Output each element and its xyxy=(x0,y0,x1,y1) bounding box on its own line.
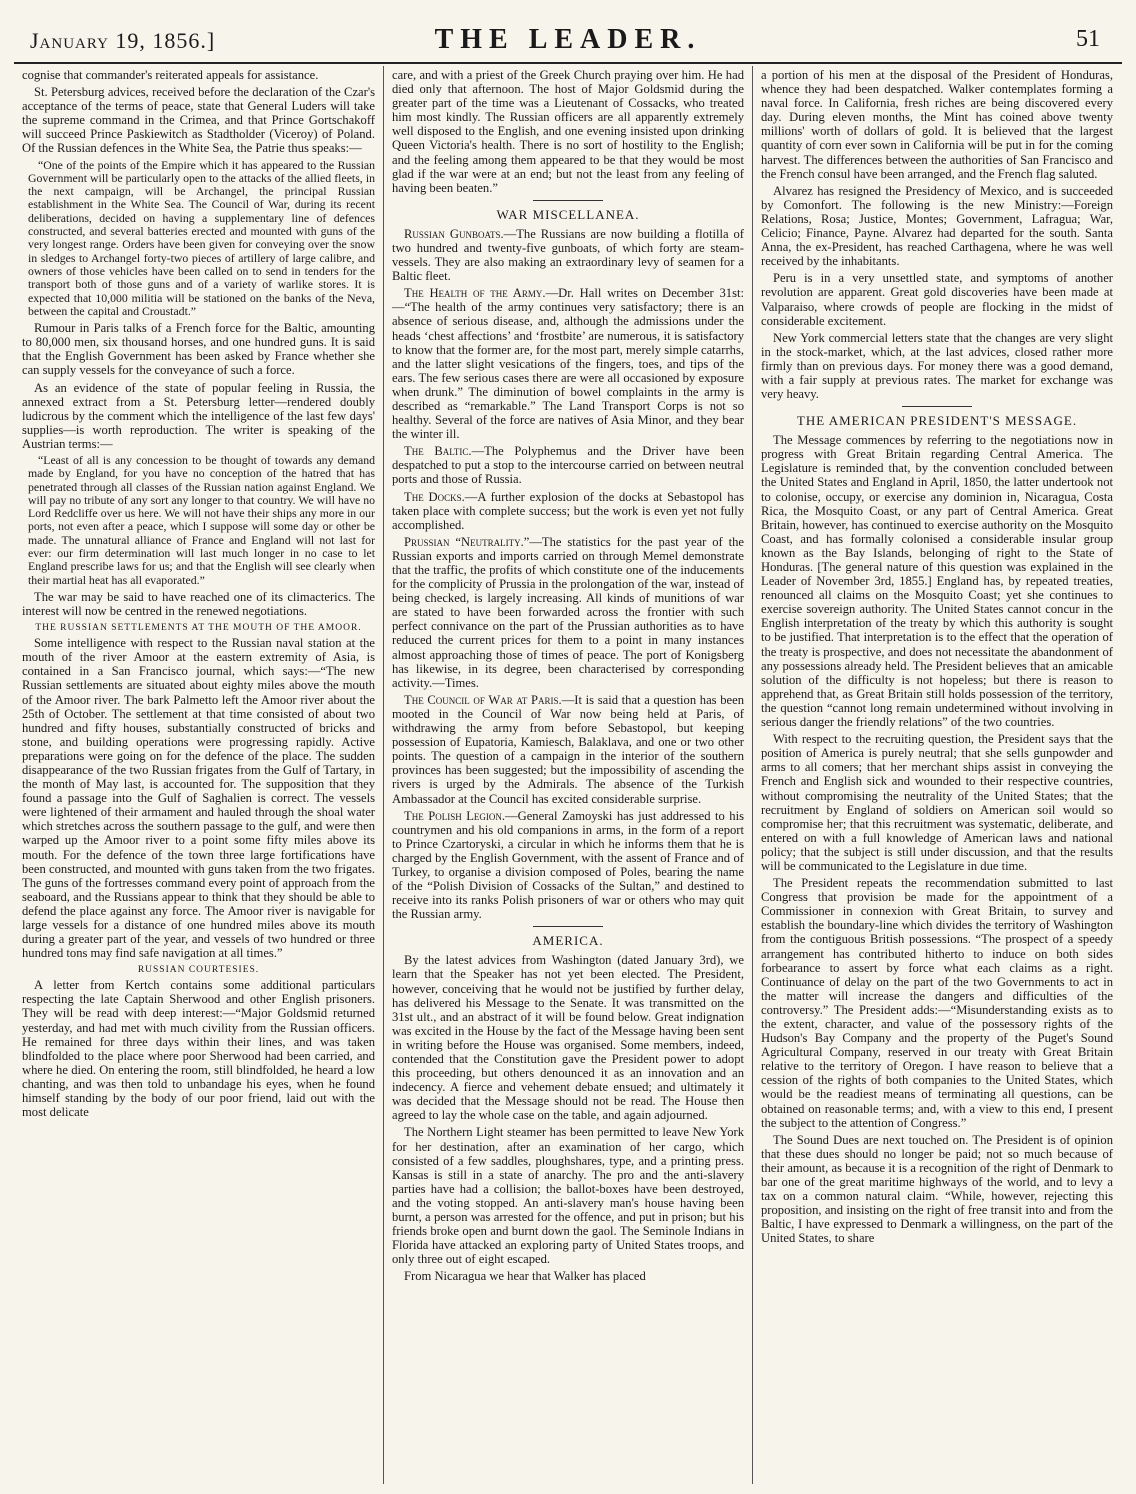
quoted-passage: “One of the points of the Empire which it has appeared to the Russian Government will be particularly open to the attacks of the allied fleets, in the next campaign, will be Archangel, the principal Russian establishment in the White Sea. The Council of War, during its recent deliberations, decided on having a supplementary line of defences constructed, and several batteries erected and mounted with guns of the very longest range. Orders have been given for conveying over the snow in sledges to Archangel forty-two pieces of artillery of large calibre, and owners of those vehicles have been called on to send in tenders for the transport both of those guns and of a variety of warlike stores. It is expected that 10,000 militia will be stationed on the banks of the Neva, between the capital and Croustadt.” xyxy=(28,157,375,318)
issue-date: January 19, 1856.] xyxy=(30,28,216,53)
column-2 xyxy=(383,66,752,1484)
paragraph: The Docks.—A further explosion of the docks at Sebastopol has taken place with complete success; but the work is even yet not fully accomplished. xyxy=(392,489,744,532)
section-heading-amoor: THE RUSSIAN SETTLEMENTS AT THE MOUTH OF THE AMOOR. xyxy=(35,623,362,634)
masthead xyxy=(14,22,1122,64)
section-heading-war-miscellanea: WAR MISCELLANEA. xyxy=(496,206,640,222)
paragraph: The Message commences by referring to the negotiations now in progress with Great Britain regarding Central America. The Legislature is reminded that, by the convention concluded between the United States and England in April, 1850, the latter undertook not to colonise, occupy, or exercise any dominion in, Nicaragua, Costa Rica, the Mosquito Coast, or any part of Central America. Great Britain, however, has continued to exercise authority on the Mosquito Coast, and has formally colonised a considerable insular group known as the Bay Islands, belonging of right to the State of Honduras. [The general nature of this question was explained in the Leader of November 3rd, 1855.] England has, by repeated treaties, renounced all claims on the Mosquito Coast; yet she continues to exercise sovereign authority. The United States cannot concur in the English interpretation of the treaty by which this authority is sought to be justified. That interpretation is to the effect that the operation of the treaty is prospective, and does not necessitate the abandonment of any possessions already held. The President believes that an amicable solution of the difficulty is not hopeless; but there is reason to apprehend that, as Great Britain still holds possession of the territory, the question “cannot long remain undetermined without involving in serious danger the friendly relations” of the two countries. xyxy=(761,433,1113,730)
run-in-head: The Baltic. xyxy=(404,444,472,459)
paragraph: a portion of his men at the disposal of the President of Honduras, whence they had been despatched. Walker contemplates forming a naval force. In California, fresh riches are being discovered every day. During eleven months, the Mint has coined above twenty millions' worth of dollars of gold. It is believed that the largest quantity of corn ever sown in California will be put in for the coming harvest. The differences between the authorities of San Francisco and the French consul have been arranged, and the French flag saluted. xyxy=(761,68,1113,181)
paragraph: A letter from Kertch contains some additional particulars respecting the late Captain Sherwood and other English prisoners. They will be read with deep interest:—“Major Goldsmid returned yesterday, and had met with much civility from the Russian officers. He remained for three days within their lines, and was taken blindfolded to the place where poor Sherwood had been carried, and where he died. On entering the room, still blindfolded, he heard a low chanting, and was then told to unbandage his eyes, when he found himself standing by the body of our poor friend, laid out with the most delicate xyxy=(22,978,375,1120)
run-in-head: Prussian “Neutrality.” xyxy=(404,534,530,549)
paragraph: cognise that commander's reiterated appeals for assistance. xyxy=(22,68,319,82)
paragraph: The Sound Dues are next touched on. The President is of opinion that these dues should no longer be paid; not so much because of their amount, as because it is a recognition of the right of Denmark to bar one of the great maritime highways of the world, and to levy a tax on a common natural claim. “While, however, rejecting this proposition, and insisting on the right of free transit into and from the Baltic, I have expressed to Denmark a willingness, on the part of the United States, to share xyxy=(761,1132,1113,1246)
paragraph: The war may be said to have reached one of its climacterics. The interest will now be centred in the renewed negotiations. xyxy=(22,589,375,619)
paragraph: Some intelligence with respect to the Russian naval station at the mouth of the river Amoor at the eastern extremity of Asia, is contained in a San Francisco journal, which says:—“The new Russian settlements are situated about eighty miles above the mouth of the Amoor river. The bark Palmetto left the Amoor river about the 25th of October. The settlement at that time consisted of about two hundred and fifty houses, substantially constructed of bricks and stone, and building operations were progressing rapidly. Active preparations were going on for the defence of the place. The sudden disappearance of the two Russian frigates from the Gulf of Tartary, in the month of May last, is accounted for. The supposition that they found a passage into the Gulf of Saghalien is correct. The vessels were lightened of their armament and hauled through the shoal water which stretches across the southern passage to the gulf, and were then warped up the Amoor river to a point some fifty miles above its mouth. For the defence of the town three large fortifications have been constructed, and mounted with guns taken from the two frigates. The guns of the fortresses command every point of approach from the seaboard, and the Russians appear to think that they should be able to defend the place against any force. The Amoor river is navigable for large vessels for a distance of one hundred miles above its mouth during a greater part of the year, and vessels of two hundred or three hundred tons may find safe navigation at all times.” xyxy=(22,636,375,961)
page-number: 51 xyxy=(1076,26,1100,52)
paragraph: The Polish Legion.—General Zamoyski has just addressed to his countrymen and his old companions in arms, in the form of a report to Prince Czartoryski, a circular in which he informs them that he is charged by the English Government, with the assent of France and of Turkey, to organise a division composed of Poles, bearing the name of the “Polish Division of Cossacks of the Sultan,” and destined to receive into its ranks Polish prisoners of war or others who may quit the Russian army. xyxy=(392,808,744,922)
paragraph: With respect to the recruiting question, the President says that the position of America is purely neutral; that she sells gunpowder and arms to all comers; that her merchant ships assist in conveying the French and English sick and wounded to their respective countries, without compromising the neutrality of the United States; that the recruitment by England of soldiers on American soil would so compromise her; that this recruitment was systematic, deliberate, and entered on with a full knowledge of American laws and national policy; that the subject is still under discussion, and that the results will be communicated to the Legislature in due time. xyxy=(761,732,1113,873)
divider xyxy=(902,406,972,407)
column-1 xyxy=(14,66,383,1484)
run-in-head: Russian Gunboats. xyxy=(404,226,504,241)
paragraph: care, and with a priest of the Greek Church praying over him. He had died only that afternoon. The host of Major Goldsmid during the greater part of the time was a Lieutenant of Cossacks, who treated him most kindly. The Russian officers are all apparently extremely well disposed to the English, and one evening insisted upon drinking Queen Victoria's health. There is no sort of hostility to the English; and the feeling among them appeared to be that they would be most glad if the war were at an end; but not the least from any feeling of having been beaten.” xyxy=(392,68,744,195)
run-in-head: The Council of War at Paris. xyxy=(404,692,562,707)
paragraph: As an evidence of the state of popular feeling in Russia, the annexed extract from a St. Petersburg letter—rendered doubly ludicrous by the comment which the intelligence of the last few days' supplies—is worth reproduction. The writer is speaking of the Austrian terms:— xyxy=(22,380,375,451)
section-heading-courtesies: RUSSIAN COURTESIES. xyxy=(137,965,260,976)
paragraph: New York commercial letters state that the changes are very slight in the stock-market, which, at the last advices, closed rather more firmly than on previous days. For money there was a good demand, with a fair supply at previous rates. The market for exchange was very heavy. xyxy=(761,330,1113,402)
paragraph: The Baltic.—The Polyphemus and the Driver have been despatched to put a stop to the intercourse carried on between neutral ports and those of Russia. xyxy=(392,444,744,487)
paragraph: Alvarez has resigned the Presidency of Mexico, and is succeeded by Comonfort. The following is the new Ministry:—Foreign Relations, Rosa; Justice, Montes; Government, Lafragua; War, Celicio; Finance, Payne. Alvarez had departed for the south. Santa Anna, the ex-President, has reached Carthagena, where he was well received by the inhabitants. xyxy=(761,183,1113,269)
paragraph: The Council of War at Paris.—It is said that a question has been mooted in the Council of War now being held at Paris, of withdrawing the army from before Sebastopol, but keeping possession of Eupatoria, Kamiesch, Balaklava, and one or two other points. The question of a campaign in the interior of the southern provinces has been suggested; but the impossibility of ascending the rivers is urged by the Admirals. The absence of the Turkish Ambassador at the Council has excited considerable surprise. xyxy=(392,692,744,806)
run-in-head: The Docks. xyxy=(404,489,465,504)
paragraph: Russian Gunboats.—The Russians are now building a flotilla of two hundred and twenty-five gunboats, of which forty are steam-vessels. They are also making an extraordinary levy of seamen for a Baltic fleet. xyxy=(392,226,744,284)
paragraph: St. Petersburg advices, received before the declaration of the Czar's acceptance of the terms of peace, state that General Luders will take the supreme command in the Crimea, and that Prince Gortschakoff will succeed Prince Paskiewitch as Stadtholder (Viceroy) of Poland. Of the Russian defences in the White Sea, the Patrie thus speaks:— xyxy=(22,85,375,156)
run-in-head: The Polish Legion. xyxy=(404,808,506,823)
paragraph: The President repeats the recommendation submitted to last Congress that provision be made for the appointment of a Commissioner in connexion with Great Britain, to survey and establish the boundary-line which divides the territory of Washington from the contiguous British possessions. “The prospect of a speedy arrangement has contributed hitherto to induce on both sides forbearance to assert by force what each claims as a right. Continuance of delay on the part of the two Governments to act in the matter will increase the dangers and difficulties of the controversy.” The President adds:—“Misunderstanding exists as to the extent, character, and value of the possessory rights of the Hudson's Bay Company and the property of the Puget's Sound Agricultural Company, reserved in our treaty with Great Britain relative to the territory of Oregon. I have reason to believe that a cession of the rights of both companies to the United States, which would be the readiest means of terminating all questions, can be obtained on reasonable terms; and, with a view to this end, I present the subject to the attention of Congress.” xyxy=(761,876,1113,1130)
run-in-head: The Health of the Army. xyxy=(404,286,546,301)
divider xyxy=(533,926,603,927)
article-columns xyxy=(14,66,1122,1484)
paragraph: Prussian “Neutrality.”—The statistics for the past year of the Russian exports and imports carried on through Memel demonstrate that the traffic, the profits of which constitute one of the inducements for the complicity of Prussia in the prolongation of the war, instead of being checked, is largely increasing. All kinds of munitions of war are stated to have been forwarded across the frontier with such perfect connivance on the part of the Prussian authorities as to have reduced the current prices for them to a point in many instances almost approaching those of times of peace. The port of Konigsberg has likewise, in its degree, been characterised by corresponding activity.—Times. xyxy=(392,534,745,690)
paragraph: The Northern Light steamer has been permitted to leave New York for her destination, after an examination of her cargo, which consisted of a few saddles, ploughshares, type, and a printing press. Kansas is still in a state of anarchy. The pro and the anti-slavery parties have had a collision; the ballot-boxes have been destroyed, and the voting stopped. An anti-slavery man's house having been burnt, a person was arrested for the offence, and put in prison; but his friends broke open and burnt down the gaol. The Seminole Indians in Florida have attacked an exploring party of United States troops, and only three out of eight escaped. xyxy=(392,1125,744,1267)
paragraph: Rumour in Paris talks of a French force for the Baltic, amounting to 80,000 men, six thousand horses, and one hundred guns. It is said that the English Government has been asked by France whether she can supply vessels for the conveyance of such a force. xyxy=(22,321,375,378)
quoted-passage: “Least of all is any concession to be thought of towards any demand made by England, for you have no conception of the hatred that has penetrated through all classes of the Russian nation against England. We will pay no tribute of any sort any longer to that country. We will have no Lord Redcliffe over us here. We will not have their ships any more in our ports, not even after a peace, which I suppose will some day or other be made. The unnatural alliance of France and England will not last for ever: our firm determination will last much longer in no case to let England prescribe laws for us; and that the English will see clearly when their martial heat has all evaporated.” xyxy=(28,452,375,587)
divider xyxy=(533,200,603,201)
newspaper-title: THE LEADER. xyxy=(434,24,702,55)
paragraph: From Nicaragua we hear that Walker has placed xyxy=(404,1269,646,1284)
section-heading-america: AMERICA. xyxy=(532,933,604,949)
paragraph: By the latest advices from Washington (dated January 3rd), we learn that the Speaker has not yet been elected. The President, however, conceiving that he would not be justified by further delay, has delivered his Message to the Senate. It was transmitted on the 31st ult., and an abstract of it will be found below. Great indignation was excited in the House by the fact of the Message having been sent in writing before the House was organised. Some members, indeed, contended that the Constitution gave the President power to adopt this proceeding, but others denounced it as an innovation and an indecency. A fierce and vehement debate ensued; and ultimately it was decided that the Message should not be read. The House then agreed to lay the whole case on the table, and again adjourned. xyxy=(392,953,744,1123)
paragraph: Peru is in a very unsettled state, and symptoms of another revolution are apparent. Great gold discoveries have been made at Valparaiso, where crowds of people are flocking in the midst of considerable excitement. xyxy=(761,271,1113,328)
column-3 xyxy=(752,66,1121,1484)
paragraph: The Health of the Army.—Dr. Hall writes on December 31st:—“The health of the army continues very satisfactory; there is an absence of serious disease, and, although the admissions under the heads ‘chest affections’ and ‘frostbite’ are numerous, it is satisfactory to know that the former are, for the most part, merely simple catarrhs, and the latter slight vesications of the fingers, toes, and tips of the ears. The few serious cases there are were all occasioned by exposure when drunk.” The diminution of bowel complaints in the army is described as “remarkable.” The Land Transport Corps is not so healthy. Several of the force are natives of Asia Minor, and they bear the winter ill. xyxy=(392,286,744,442)
section-heading-presidents-message: THE AMERICAN PRESIDENT'S MESSAGE. xyxy=(796,413,1078,429)
